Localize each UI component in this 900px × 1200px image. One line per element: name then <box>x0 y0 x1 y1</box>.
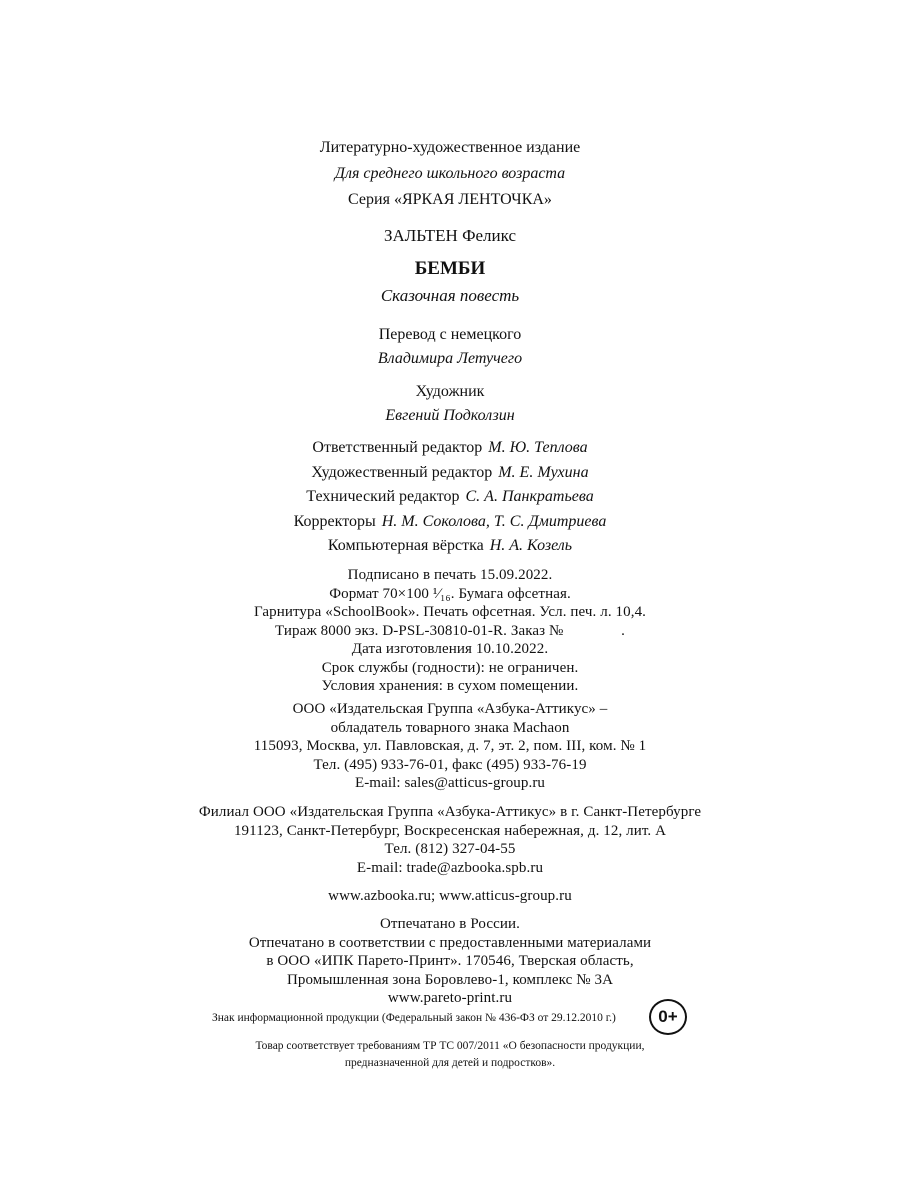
credit-line <box>0 485 900 510</box>
branch-line: Тел. (812) 327-04-55 <box>384 841 516 857</box>
translation-label: Перевод с немецкого <box>378 326 522 343</box>
illustrator: Евгений Подколзин <box>385 407 515 424</box>
publisher-line: обладатель товарного знака Machaon <box>330 719 570 736</box>
credit-label: Корректоры <box>293 512 376 530</box>
branch-line: Филиал ООО «Издательская Группа «Азбука-Аттикус» в г. Санкт-Петербурге <box>198 804 702 820</box>
credit-value: Н. А. Козель <box>489 537 573 554</box>
print-info-line: Формат 70×100 ¹⁄₁₆. Бумага офсетная. <box>329 585 571 602</box>
printing-site: www.pareto-print.ru <box>387 990 513 1006</box>
credit-value: М. Е. Мухина <box>498 463 589 481</box>
print-info-line: Подписано в печать 15.09.2022. <box>347 567 553 583</box>
credit-line <box>0 534 900 559</box>
author: ЗАЛЬТЕН Феликс <box>383 226 517 245</box>
credit-label: Художественный редактор <box>311 463 493 481</box>
branch-line: 191123, Санкт-Петербург, Воскресенская набережная, д. 12, лит. А <box>233 822 667 839</box>
websites: www.azbooka.ru; www.atticus-group.ru <box>328 888 572 904</box>
illustrator-block <box>0 380 900 428</box>
printing-line: Промышленная зона Боровлево-1, комплекс № 3А <box>286 971 614 988</box>
credit-line <box>0 461 900 486</box>
print-info-block <box>0 566 900 696</box>
info-sign-text: Знак информационной продукции (Федеральный закон № 436-ФЗ от 29.12.2010 г.) <box>212 1012 616 1024</box>
compliance-line: Товар соответствует требованиям ТР ТС 007/2011 «О безопасности продукции, <box>255 1040 645 1052</box>
credit-label: Технический редактор <box>306 488 460 505</box>
publisher-line: Тел. (495) 933-76-01, факс (495) 933-76-19 <box>313 756 587 773</box>
age-rating-badge: 0+ <box>649 999 687 1035</box>
print-info-line: Условия хранения: в сухом помещении. <box>321 678 579 694</box>
print-info-line: Тираж 8000 экз. D-PSL-30810-01-R. Заказ № . <box>274 622 626 639</box>
credit-line <box>0 510 900 535</box>
credit-line <box>0 436 900 461</box>
credits-block <box>0 436 900 559</box>
series: Серия «ЯРКАЯ ЛЕНТОЧКА» <box>348 191 552 208</box>
print-info-line: Дата изготовления 10.10.2022. <box>351 641 549 657</box>
credit-value: М. Ю. Теплова <box>488 439 588 456</box>
publisher-line: 115093, Москва, ул. Павловская, д. 7, эт. 2, пом. III, ком. № 1 <box>253 738 647 754</box>
illustrator-label: Художник <box>415 383 485 400</box>
book-title: БЕМБИ <box>414 258 486 279</box>
printing-line: в ООО «ИПК Парето-Принт». 170546, Тверская область, <box>266 953 634 969</box>
credit-label: Компьютерная вёрстка <box>327 537 484 554</box>
branch-email: E-mail: trade@azbooka.spb.ru <box>356 859 544 876</box>
compliance-block <box>0 1038 900 1072</box>
translator: Владимира Летучего <box>377 350 523 367</box>
publisher-block <box>0 700 900 793</box>
header-block <box>0 135 900 213</box>
printing-line: Отпечатано в России. <box>380 916 520 932</box>
translation-block <box>0 323 900 371</box>
print-info-line: Срок службы (годности): не ограничен. <box>321 659 579 676</box>
printing-line: Отпечатано в соответствии с предоставленными материалами <box>248 934 652 951</box>
credit-value: С. А. Панкратьева <box>465 488 594 505</box>
print-info-line: Гарнитура «SchoolBook». Печать офсетная. Усл. печ. л. 10,4. <box>253 604 647 620</box>
publisher-email: E-mail: sales@atticus-group.ru <box>354 775 546 791</box>
audience: Для среднего школьного возраста <box>334 165 566 182</box>
branch-block <box>0 803 900 877</box>
compliance-line: предназначенной для детей и подростков». <box>344 1057 556 1069</box>
credit-label: Ответственный редактор <box>312 439 483 456</box>
genre: Сказочная повесть <box>380 286 520 305</box>
edition-type: Литературно-художественное издание <box>319 139 581 156</box>
publisher-line: ООО «Издательская Группа «Азбука-Аттикус» – <box>292 701 608 717</box>
credit-value: Н. М. Соколова, Т. С. Дмитриева <box>381 512 607 530</box>
printing-block <box>0 915 900 1008</box>
